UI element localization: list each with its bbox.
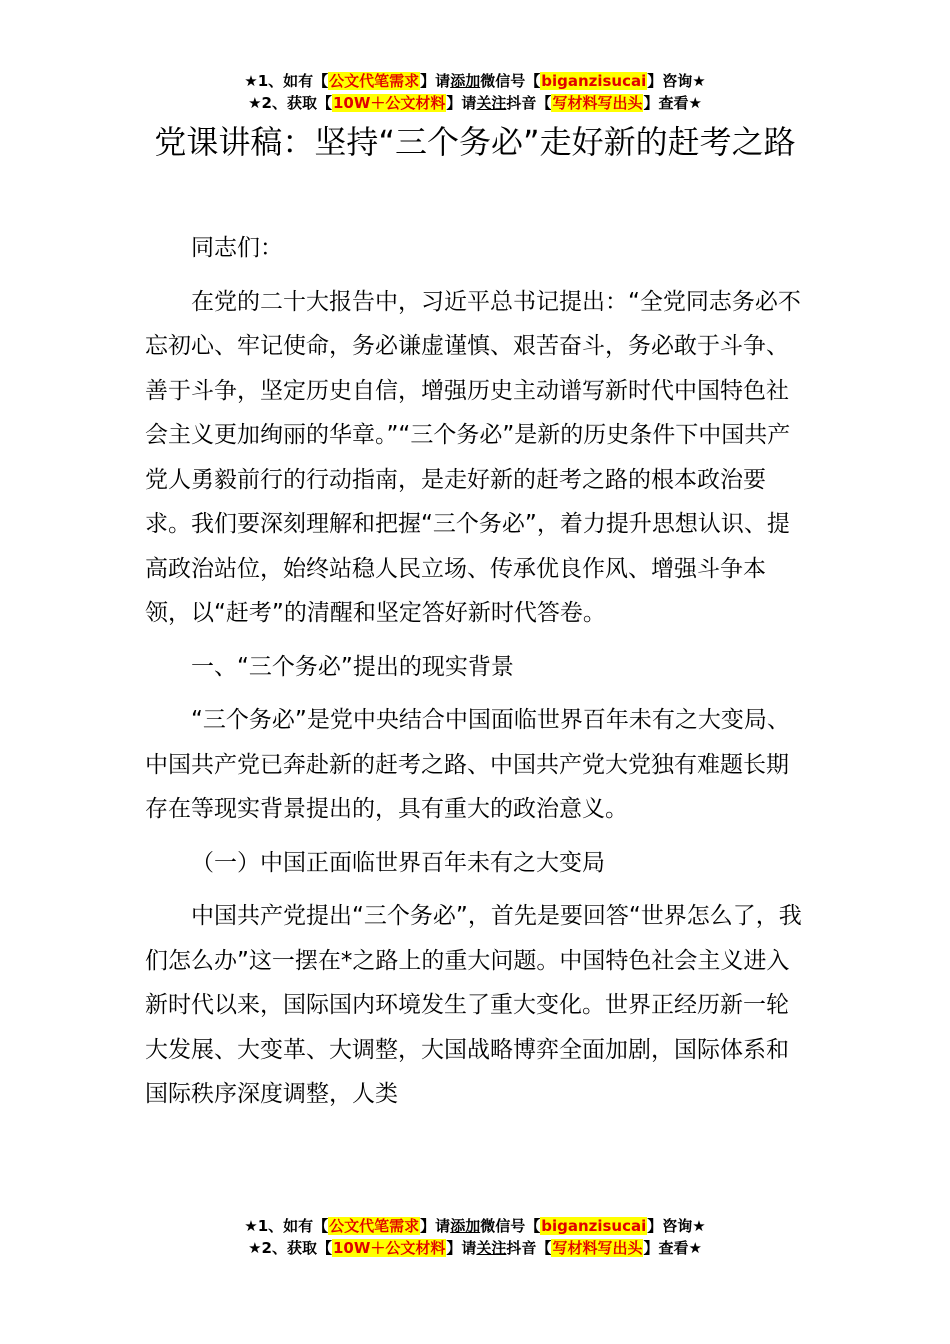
promo-text: 】请 <box>420 72 451 90</box>
promo-wechat-id: biganzisucai <box>541 1217 647 1235</box>
promo-wechat-id: biganzisucai <box>541 72 647 90</box>
salutation: 同志们： <box>191 235 283 261</box>
top-promo-banner <box>0 70 950 114</box>
promo-highlight: 10W＋公文材料 <box>332 1239 446 1257</box>
section-heading: 一、“三个务必”提出的现实背景 <box>191 653 514 680</box>
promo-highlight: 10W＋公文材料 <box>332 94 446 112</box>
promo-text: 微信号【 <box>480 72 541 90</box>
promo-underlined: 添加 <box>450 1217 481 1235</box>
promo-highlight: 公文代笔需求 <box>329 72 420 90</box>
promo-highlight: 公文代笔需求 <box>329 1217 420 1235</box>
promo-text: ★1、如有【 <box>244 72 329 90</box>
promo-line-2 <box>0 1237 950 1259</box>
promo-underlined: 添加 <box>450 72 481 90</box>
promo-text: 】请 <box>446 1239 477 1257</box>
subsection-heading: （一）中国正面临世界百年未有之大变局 <box>191 849 605 876</box>
promo-text: 】请 <box>446 94 477 112</box>
promo-text: 】查看★ <box>643 94 702 112</box>
promo-text: 】咨询★ <box>647 72 706 90</box>
promo-douyin-id: 写材料写出头 <box>552 1239 643 1257</box>
promo-text: 】查看★ <box>643 1239 702 1257</box>
promo-line-1 <box>0 70 950 92</box>
promo-text: 】咨询★ <box>647 1217 706 1235</box>
promo-text: ★2、获取【 <box>248 1239 332 1257</box>
promo-underlined: 关注 <box>476 94 507 112</box>
promo-text: 】请 <box>420 1217 451 1235</box>
promo-underlined: 关注 <box>476 1239 507 1257</box>
document-title: 党课讲稿：坚持“三个务必”走好新的赶考之路 <box>154 123 796 161</box>
promo-douyin-id: 写材料写出头 <box>552 94 643 112</box>
promo-text: ★2、获取【 <box>248 94 332 112</box>
paragraph: 中国共产党提出“三个务必”，首先是要回答“世界怎么了，我们怎么办”这一摆在*之路上的重大问题。中国特色社会主义进入新时代以来，国际国内环境发生了重大变化。世界正经历新一轮大发展、大变革、大调整，大国战略博弈全面加剧，国际体系和国际秩序深度调整，人类 <box>145 903 802 1107</box>
promo-line-2 <box>0 92 950 114</box>
promo-text: 抖音【 <box>506 1239 552 1257</box>
document-body <box>145 226 809 1161</box>
promo-line-1 <box>0 1215 950 1237</box>
promo-text: 抖音【 <box>506 94 552 112</box>
bottom-promo-banner <box>0 1215 950 1259</box>
promo-text: 微信号【 <box>480 1217 541 1235</box>
promo-text: ★1、如有【 <box>244 1217 329 1235</box>
paragraph: 在党的二十大报告中，习近平总书记提出：“全党同志务必不忘初心、牢记使命，务必谦虚谨慎、艰苦奋斗，务必敢于斗争、善于斗争，坚定历史自信，增强历史主动谱写新时代中国特色社会主义更加绚丽的华章。”“三个务必”是新的历史条件下中国共产党人勇毅前行的行动指南，是走好新的赶考之路的根本政治要求。我们要深刻理解和把握“三个务必”，着力提升思想认识、提高政治站位，始终站稳人民立场、传承优良作风、增强斗争本领，以“赶考”的清醒和坚定答好新时代答卷。 <box>145 288 801 626</box>
paragraph: “三个务必”是党中央结合中国面临世界百年未有之大变局、中国共产党已奔赴新的赶考之路、中国共产党大党独有难题长期存在等现实背景提出的，具有重大的政治意义。 <box>145 707 790 822</box>
